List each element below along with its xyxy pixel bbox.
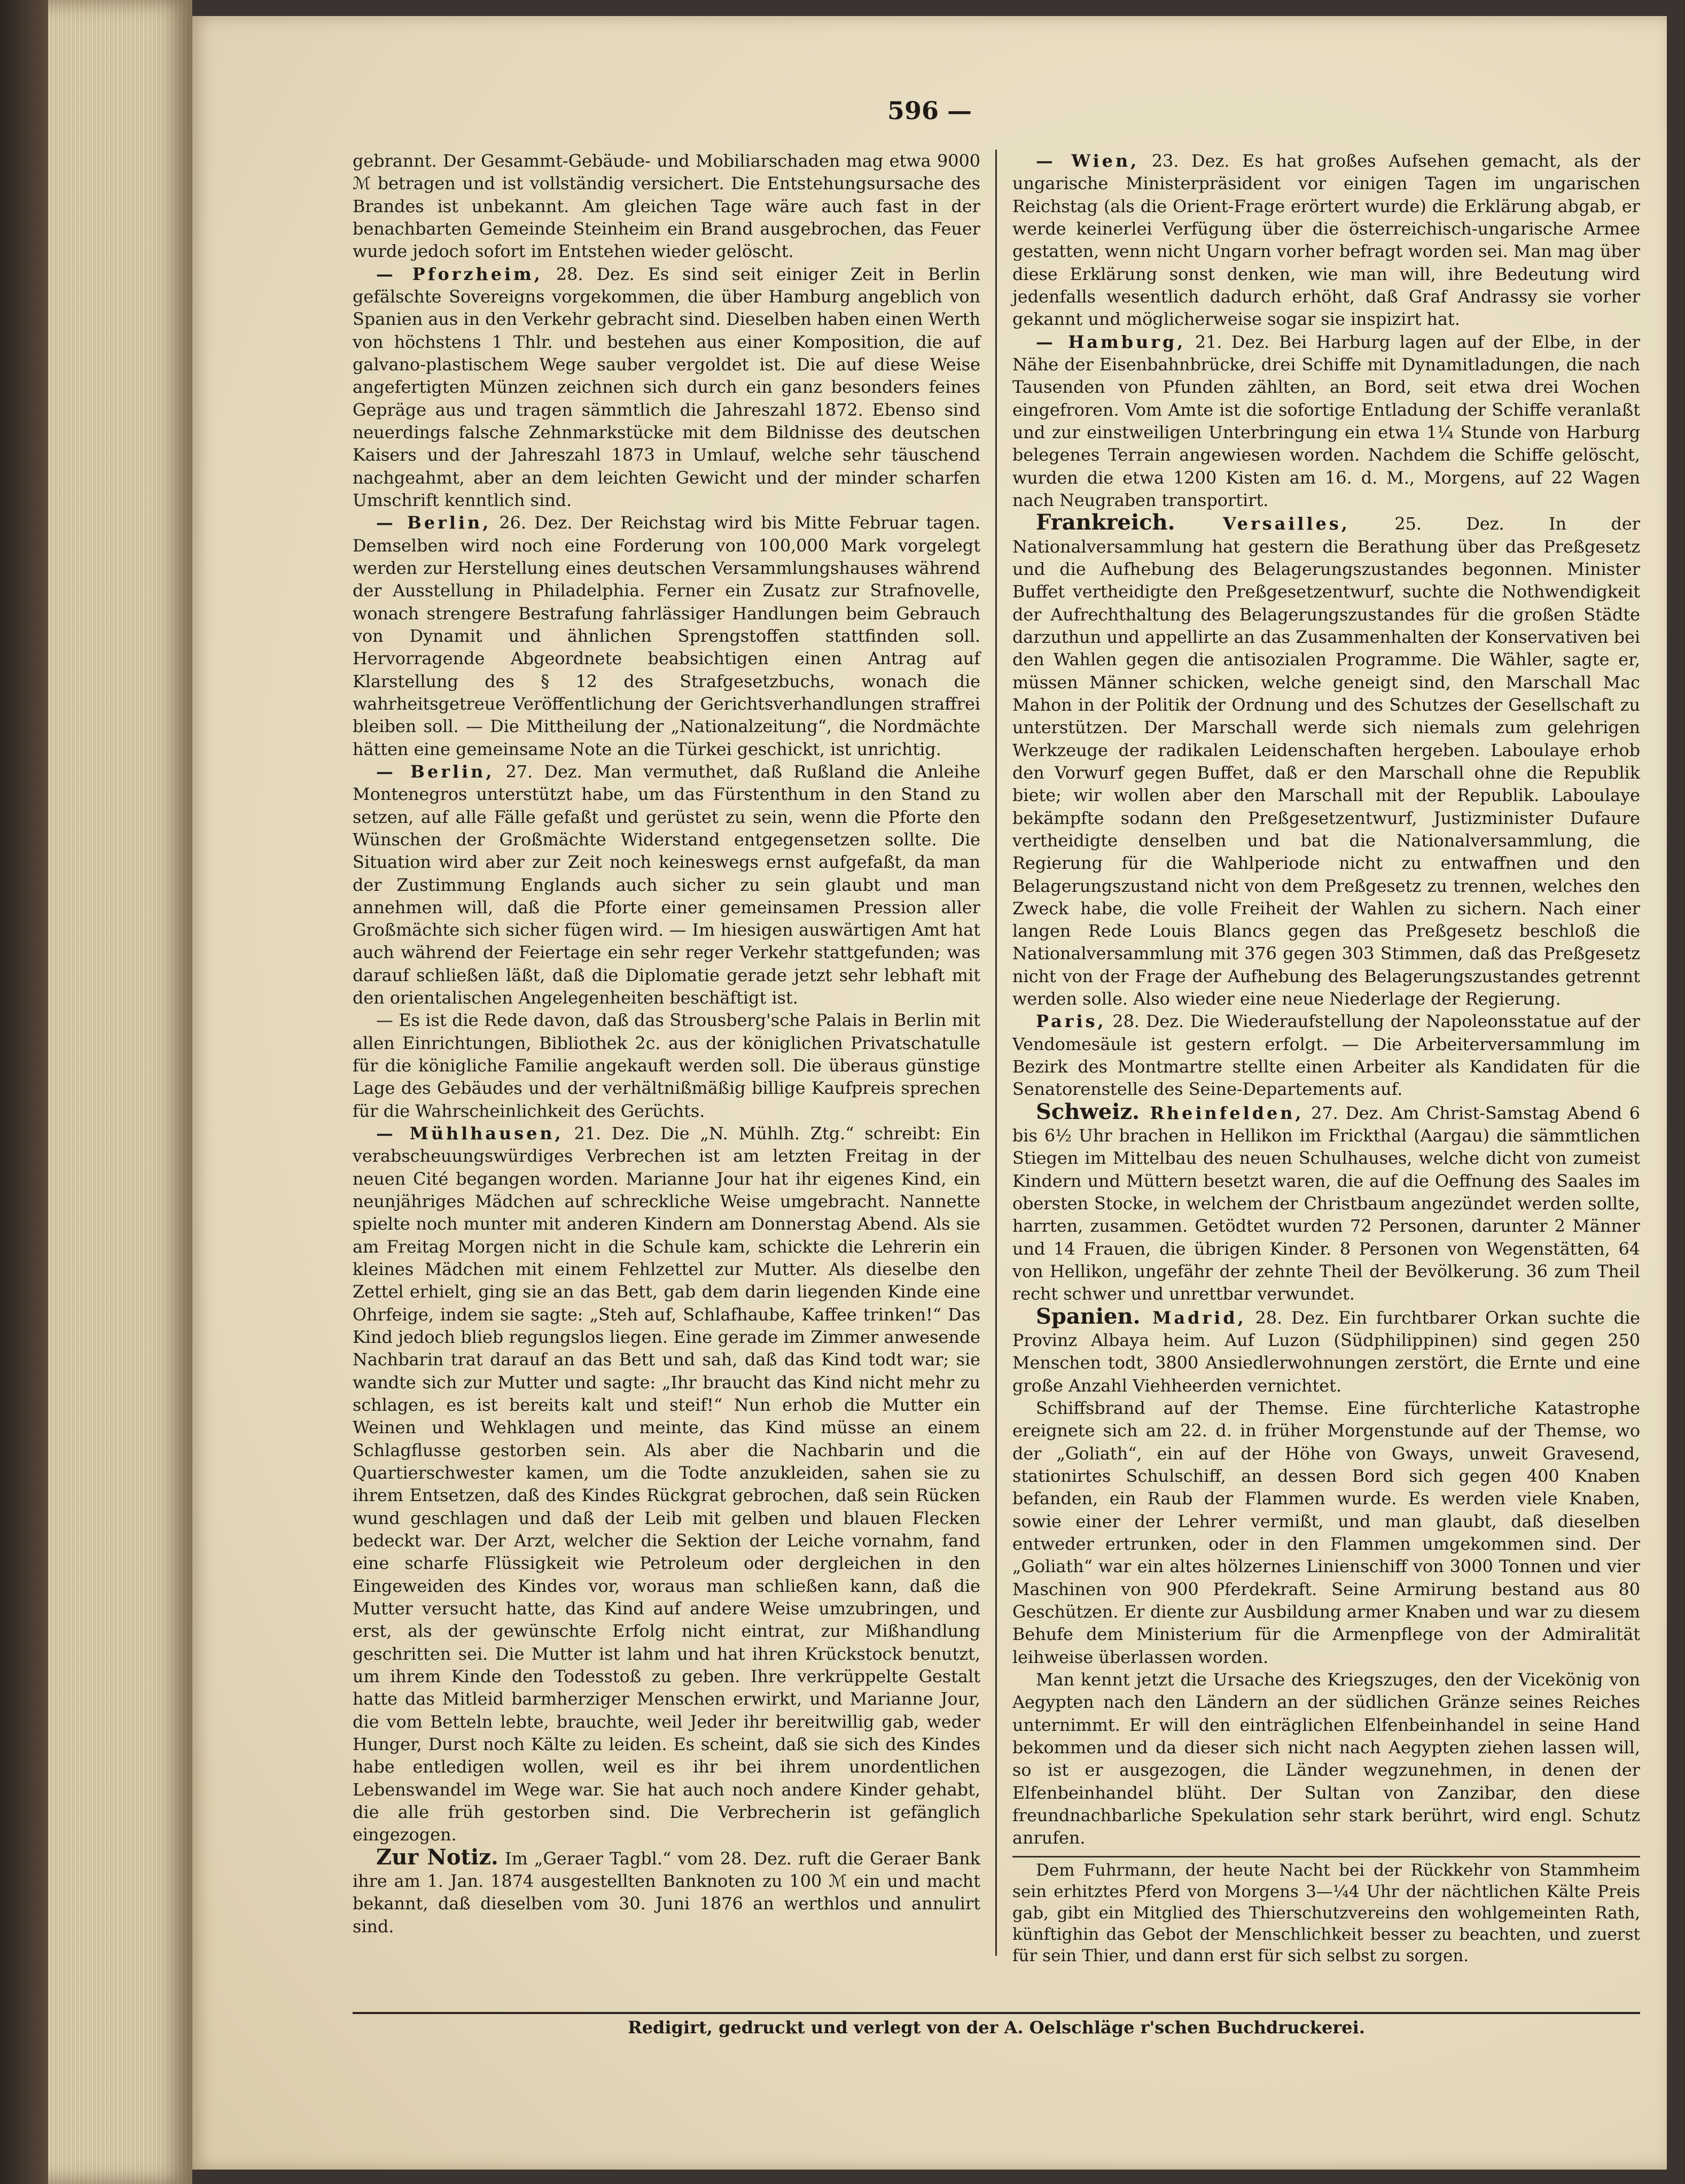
dateline-place: Madrid, bbox=[1140, 1307, 1246, 1328]
article-text: 27. Dez. Am Christ-Samstag Abend 6 bis 6½ Uhr brachen in Hellikon im Frickthal (Aargau) die sämmtlichen Stiegen im Mittelbau des neuen Schulhauses, welche dicht von zumeist Kindern und Müttern besetzt waren, die auf die Oeffnung des Saales im obersten Stocke, in welchem der Christbaum angezündet werden sollte, harrten, zusammen. Getödtet wurden 72 Personen, darunter 2 Männer und 14 Frauen, die übrigen Kinder. 8 Personen von Wegenstätten, 64 von Hellikon, ungefähr der zehnte Theil der Bevölkerung. 36 zum Theil recht schwer und unrettbar verwundet. bbox=[1012, 1102, 1641, 1304]
right-column bbox=[1012, 150, 1640, 1849]
article-text: Man kennt jetzt die Ursache des Kriegszuges, den der Vicekönig von Aegypten nach den Ländern an der südlichen Gränze seines Reiches unternimmt. Er will den einträglichen Elfenbeinhandel in seine Hand bekommen und da dieser sich nicht nach Aegypten ziehen lassen will, so ist er ausgezogen, die Länder wegzunehmen, in denen der Elfenbeinhandel blüht. Der Sultan von Zanzibar, den diese freundnachbarliche Spekulation sehr stark berührt, wird engl. Schutz anrufen. bbox=[1012, 1669, 1640, 1848]
dateline-place: — Berlin, bbox=[376, 512, 492, 533]
section-heading: Zur Notiz. bbox=[376, 1844, 498, 1870]
article-text: 21. Dez. Bei Harburg lagen auf der Elbe, in der Nähe der Eisenbahnbrücke, drei Schiffe mit Dynamitladungen, die nach Tausenden von Pfunden zählten, an Bord, seit etwa drei Wochen eingefroren. Vom Amte ist die sofortige Entladung der Schiffe veranlaßt und zur einstweiligen Unterbringung ein etwa 1¼ Stunde von Harburg belegenes Terrain angewiesen worden. Nachdem die Schiffe gelöscht, wurden die etwa 1200 Kisten am 16. d. M., Morgens, auf 22 Wagen nach Neugraben transportirt. bbox=[1012, 331, 1640, 510]
notice-rule bbox=[1012, 1856, 1640, 1857]
article-text: 25. Dez. In der Nationalversammlung hat gestern die Berathung über das Preßgesetz und die Aufhebung des Belagerungszustandes begonnen. Minister Buffet vertheidigte den Preßgesetzentwurf, suchte die Nothwendigkeit der Aufrechthaltung des Belagerungszustandes für die großen Städte darzuthun und appellirte an das Zusammenhalten der Konservativen bei den Wahlen gegen die antisozialen Programme. Die Wähler, sagte er, müssen Männer schicken, welche geneigt sind, den Marschall Mac Mahon in der Politik der Ordnung und des Schutzes der Gesellschaft zu unterstützen. Der Marschall werde sich niemals zum gelehrigen Werkzeuge der radikalen Leidenschaften hergeben. Laboulaye erhob den Vorwurf gegen Buffet, daß er den Marschall ohne die Republik biete; wir wollen aber den Marschall mit der Republik. Laboulaye bekämpfte sodann den Preßgesetzentwurf, Justizminister Dufaure vertheidigte denselben und bat die Nationalversammlung, die Regierung für die Wahlperiode nicht zu entwaffnen und den Belagerungszustand nicht von dem Preßgesetz zu trennen, welches den Zweck habe, die volle Freiheit der Wahlen zu sichern. Nach einer langen Rede Louis Blancs gegen das Preßgesetz beschloß die Nationalversammlung mit 376 gegen 303 Stimmen, daß das Preßgesetz nicht von der Frage der Aufhebung des Belagerungszustandes getrennt werden solle. Also wieder eine neue Niederlage der Regierung. bbox=[1012, 514, 1640, 1009]
dateline-place: — Pforzheim, bbox=[376, 263, 543, 284]
newspaper-page bbox=[192, 16, 1667, 2170]
article-text: 28. Dez. Die Wiederaufstellung der Napoleonsstatue auf der Vendomesäule ist gestern erfolgt. — Die Arbeiterversammlung im Bezirk des Montmartre stellte einen Arbeiter als Kandidaten für die Senatorenstelle des Seine-Departements auf. bbox=[1012, 1011, 1640, 1100]
article-paragraph bbox=[353, 1009, 980, 1122]
section-heading: Schweiz. bbox=[1036, 1099, 1140, 1124]
article-text: Im „Geraer Tagbl.“ vom 28. Dez. ruft die Geraer Bank ihre am 1. Jan. 1874 ausgestellten Banknoten zu 100 ℳ ein und macht bekannt, daß dieselben vom 30. Juni 1876 an werthlos und annulirt sind. bbox=[353, 1848, 980, 1937]
left-column bbox=[353, 150, 980, 1938]
book-binding bbox=[0, 0, 48, 2184]
article-paragraph bbox=[353, 760, 980, 1009]
section-heading: Frankreich. bbox=[1036, 510, 1175, 535]
article-paragraph bbox=[353, 1846, 980, 1938]
article-paragraph bbox=[1012, 511, 1640, 1010]
article-paragraph bbox=[1012, 331, 1640, 512]
article-paragraph bbox=[1012, 1101, 1640, 1305]
footer-rule bbox=[353, 2012, 1640, 2014]
article-paragraph bbox=[353, 263, 980, 512]
column-divider bbox=[995, 150, 997, 1956]
dateline-place: Rheinfelden, bbox=[1140, 1102, 1304, 1123]
article-text: 26. Dez. Der Reichstag wird bis Mitte Februar tagen. Demselben wird noch eine Forderung von 100,000 Mark vorgelegt werden zur Herstellung eines deutschen Versammlungshauses während der Ausstellung in Philadelphia. Ferner ein Zusatz zur Strafnovelle, wonach strengere Bestrafung fahrlässiger Handlungen beim Gebrauch von Dynamit und ähnlichen Sprengstoffen stattfinden soll. Hervorragende Abgeordnete beabsichtigen einen Antrag auf Klarstellung des § 12 des Strafgesetzbuchs, wonach die wahrheitsgetreue Veröffentlichung der Gerichtsverhandlungen straffrei bleiben soll. — Die Mittheilung der „Nationalzeitung“, die Nordmächte hätten eine gemeinsame Note an die Türkei geschickt, ist unrichtig. bbox=[353, 512, 980, 759]
article-text: 23. Dez. Es hat großes Aufsehen gemacht, als der ungarische Ministerpräsident vor einigen Tagen im ungarischen Reichstag (als die Orient-Frage erörtert wurde) die Erklärung abgab, er werde keinerlei Verfügung über die österreichisch-ungarische Armee gestatten, wenn nicht Ungarn vorher befragt worden sei. Man mag über diese Erklärung sonst denken, wie man will, ihre Bedeutung wird jedenfalls wesentlich dadurch erhöht, daß Graf Andrassy sie vorher gekannt und möglicherweise sogar sie inspizirt hat. bbox=[1012, 151, 1640, 330]
page-number: 596 — bbox=[887, 96, 972, 125]
article-text: — Es ist die Rede davon, daß das Strousberg'sche Palais in Berlin mit allen Einrichtungen, Bibliothek 2c. aus der königlichen Privatschatulle für die königliche Familie angekauft werden soll. Die überaus günstige Lage des Gebäudes und der verhältnißmäßig billige Kaufpreis sprechen für die Wahrscheinlichkeit des Gerüchts. bbox=[353, 1010, 980, 1121]
article-text: 27. Dez. Man vermuthet, daß Rußland die Anleihe Montenegros unterstützt habe, um das Fürstenthum in den Stand zu setzen, auf alle Fälle gefaßt und gerüstet zu sein, wenn die Pforte den Wünschen der Großmächte Widerstand entgegensetzen sollte. Die Situation wird aber zur Zeit noch keineswegs ernst aufgefaßt, da man der Zustimmung Englands auch sicher zu sein glaubt und man annehmen will, daß die Pforte einer gemeinsamen Pression aller Großmächte sich sicher fügen wird. — Im hiesigen auswärtigen Amt hat auch während der Feiertage ein sehr reger Verkehr stattgefunden; was darauf schließen läßt, daß die Diplomatie gerade jetzt sehr lebhaft mit den orientalischen Angelegenheiten beschäftigt ist. bbox=[353, 761, 980, 1008]
article-paragraph bbox=[353, 150, 980, 263]
article-text: 28. Dez. Ein furchtbarer Orkan suchte die Provinz Albaya heim. Auf Luzon (Südphilippinen) sind gegen 250 Menschen todt, 3800 Ansiedlerwohnungen zerstört, die Ernte und eine große Anzahl Viehheerden vernichtet. bbox=[1012, 1307, 1640, 1396]
article-text: gebrannt. Der Gesammt-Gebäude- und Mobiliarschaden mag etwa 9000 ℳ betragen und ist vollständig versichert. Die Entstehungsursache des Brandes ist unbekannt. Am gleichen Tage wäre auch fast in der benachbarten Gemeinde Steinheim ein Brand ausgebrochen, das Feuer wurde jedoch sofort im Entstehen wieder gelöscht. bbox=[353, 151, 980, 262]
dateline-place: — Hamburg, bbox=[1036, 331, 1186, 352]
article-paragraph bbox=[1012, 150, 1640, 331]
dateline-place: — Mühlhausen, bbox=[376, 1123, 564, 1144]
article-text: 21. Dez. Die „N. Mühlh. Ztg.“ schreibt: Ein verabscheuungswürdiges Verbrechen ist am letzten Freitag in der neuen Cité begangen worden. Marianne Jour hat ihr eigenes Kind, ein neunjähriges Mädchen auf schreckliche Weise umgebracht. Nannette spielte noch munter mit anderen Kindern am Donnerstag Abend. Als sie am Freitag Morgen nicht in die Schule kam, schickte die Lehrerin ein kleines Mädchen mit einem Fehlzettel zur Mutter. Als dieselbe den Zettel erhielt, ging sie an das Bett, gab dem darin liegenden Kinde eine Ohrfeige, indem sie sagte: „Steh auf, Schlafhaube, Kaffee trinken!“ Das Kind jedoch blieb regungslos liegen. Eine gerade im Zimmer anwesende Nachbarin trat darauf an das Bett und sah, daß das Kind todt war; sie wandte sich zur Mutter und sagte: „Ihr braucht das Kind nicht mehr zu schlagen, es ist bereits kalt und steif!“ Nun erhob die Mutter ein Weinen und Wehklagen und meinte, das Kind müsse an einem Schlagflusse gestorben sein. Als aber die Nachbarin und die Quartierschwester kamen, um die Todte anzukleiden, sahen sie zu ihrem Entsetzen, daß des Kindes Rückgrat gebrochen, daß sein Rücken wund geschlagen und daß der Leib mit gelben und blauen Flecken bedeckt war. Der Arzt, welcher die Sektion der Leiche vornahm, fand eine scharfe Flüssigkeit wie Petroleum oder dergleichen in den Eingeweiden des Kindes vor, woraus man schließen kann, daß die Mutter versucht hatte, das Kind auf andere Weise umzubringen, und erst, als der gewünschte Erfolg nicht eintrat, zur Mißhandlung geschritten sei. Die Mutter ist lahm und hat ihren Krückstock benutzt, um ihrem Kinde den Todesstoß zu geben. Ihre verkrüppelte Gestalt hatte das Mitleid barmherziger Menschen erwirkt, und Marianne Jour, die vom Betteln lebte, brauchte, weil Jeder ihr bereitwillig gab, weder Hunger, Durst noch Kälte zu leiden. Es scheint, daß sie sich des Kindes habe entledigen wollen, weil es ihr bei ihrem unordentlichen Lebenswandel im Wege war. Sie hat auch noch andere Kinder gehabt, die alle früh gestorben sind. Die Verbrecherin ist gefänglich eingezogen. bbox=[353, 1123, 980, 1845]
section-heading: Spanien. bbox=[1036, 1303, 1141, 1329]
article-paragraph bbox=[1012, 1010, 1640, 1100]
article-paragraph bbox=[1012, 1397, 1640, 1668]
dateline-place: Versailles, bbox=[1175, 514, 1350, 534]
article-text: Schiffsbrand auf der Themse. Eine fürchterliche Katastrophe ereignete sich am 22. d. in früher Morgenstunde auf der Themse, wo der „Goliath“, ein auf der Höhe von Gways, unweit Gravesend, stationirtes Schulschiff, an dessen Bord sich gegen 400 Knaben befanden, ein Raub der Flammen wurde. Es werden viele Knaben, sowie einer der Lehrer vermißt, und man glaubt, daß dieselben entweder ertrunken, oder in den Flammen umgekommen sind. Der „Goliath“ war ein altes hölzernes Linienschiff von 3000 Tonnen und vier Maschinen von 900 Pferdekraft. Seine Armirung bestand aus 80 Geschützen. Er diente zur Ausbildung armer Knaben und war zu diesem Behufe dem Ministerium für die Armenpflege von der Admiralität leihweise überlassen worden. bbox=[1012, 1398, 1640, 1667]
article-text: 28. Dez. Es sind seit einiger Zeit in Berlin gefälschte Sovereigns vorgekommen, die über Hamburg angeblich von Spanien aus in den Verkehr gebracht sind. Dieselben haben einen Werth von höchstens 1 Thlr. und bestehen aus einer Komposition, die auf galvano-plastischem Wege sauber vergoldet ist. Die auf diese Weise angefertigten Münzen zeichnen sich durch ein ganz besonders feines Gepräge aus und tragen sämmtlich die Jahreszahl 1872. Ebenso sind neuerdings falsche Zehnmarkstücke mit dem Bildnisse des deutschen Kaisers und der Jahreszahl 1873 in Umlauf, welche sehr täuschend nachgeahmt, aber an dem leichten Gewicht und der minder scharfen Umschrift kenntlich sind. bbox=[353, 263, 981, 510]
dateline-place: Paris, bbox=[1036, 1011, 1106, 1032]
article-paragraph bbox=[353, 511, 980, 760]
dateline-place: — Wien, bbox=[1036, 151, 1140, 171]
article-paragraph bbox=[1012, 1305, 1640, 1397]
notice-box bbox=[1012, 1853, 1640, 1967]
article-paragraph bbox=[1012, 1668, 1640, 1849]
article-paragraph bbox=[353, 1122, 980, 1846]
dateline-place: — Berlin, bbox=[376, 761, 495, 782]
notice-text: Dem Fuhrmann, der heute Nacht bei der Rückkehr von Stammheim sein erhitztes Pferd von Morgens 3—¼4 Uhr der nächtlichen Kälte Preis gab, gibt ein Mitglied des Thierschutzvereins den wohlgemeinten Rath, künftighin das Gebot der Menschlichkeit besser zu beachten, und zuerst für sein Thier, und dann erst für sich selbst zu sorgen. bbox=[1012, 1861, 1640, 1965]
imprint-line: Redigirt, gedruckt und verlegt von der A. Oelschläge r'schen Buchdruckerei. bbox=[628, 2017, 1365, 2038]
